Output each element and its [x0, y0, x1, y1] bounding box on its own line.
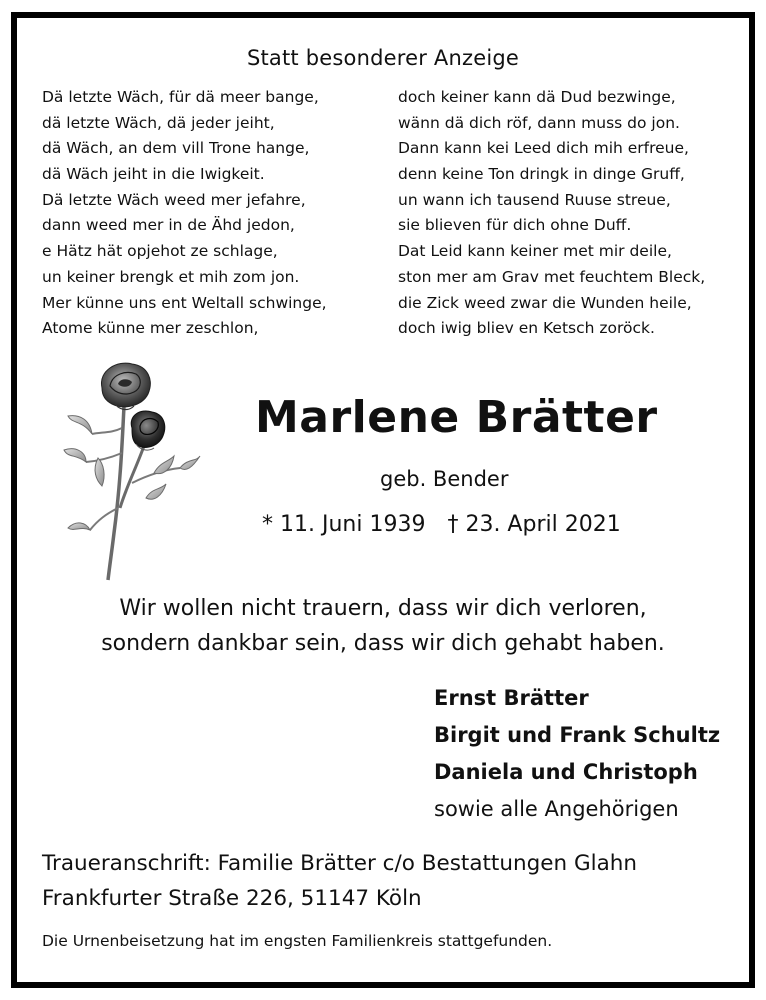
mourners-list: [434, 680, 720, 828]
poem-line: e Hätz hät opjehot ze schlage,: [42, 242, 278, 261]
poem-line: Dä letzte Wäch, für dä meer bange,: [42, 88, 319, 106]
poem-line: dä Wäch jeiht in die Iwigkeit.: [42, 165, 265, 184]
notice-header: Statt besonderer Anzeige: [246, 46, 520, 70]
mourning-address: [42, 846, 637, 916]
poem-line: dann weed mer in de Ähd jedon,: [42, 216, 295, 235]
poem-line: Dann kann kei Leed dich mih erfreue,: [398, 139, 689, 158]
poem-right-column: [398, 85, 705, 342]
deceased-name: Marlene Brätter: [255, 392, 658, 443]
death-date: † 23. April 2021: [447, 512, 621, 537]
life-dates: [262, 512, 621, 537]
poem-line: Mer künne uns ent Weltall schwinge,: [42, 293, 327, 312]
address-line: Frankfurter Straße 226, 51147 Köln: [42, 886, 422, 911]
poem-line: denn keine Ton dringk in dinge Gruff,: [398, 165, 685, 184]
poem-line: Atome künne mer zeschlon,: [42, 319, 259, 338]
quote-line: sondern dankbar sein, dass wir dich gehabt haben.: [101, 631, 665, 656]
mourner-name: Daniela und Christoph: [434, 760, 698, 784]
poem-line: Dat Leid kann keiner met mir deile,: [398, 242, 672, 261]
poem-line: dä Wäch, an dem vill Trone hange,: [42, 139, 310, 158]
mourner-name: Birgit und Frank Schultz: [434, 723, 721, 747]
poem-line: wänn dä dich röf, dann muss do jon.: [398, 113, 680, 132]
poem-line: doch iwig bliev en Ketsch zoröck.: [398, 319, 655, 338]
poem-line: un wann ich tausend Ruuse streue,: [398, 190, 671, 209]
poem-left-column: [42, 85, 327, 342]
maiden-name: geb. Bender: [380, 467, 509, 491]
poem-line: Dä letzte Wäch weed mer jefahre,: [42, 190, 306, 209]
mourner-others: sowie alle Angehörigen: [434, 797, 679, 821]
quote-line: Wir wollen nicht trauern, dass wir dich verloren,: [119, 596, 647, 621]
mourner-name: Ernst Brätter: [434, 686, 589, 710]
rose-icon: [62, 358, 202, 588]
poem-line: sie blieven für dich ohne Duff.: [398, 216, 632, 235]
memorial-quote: [0, 591, 766, 661]
birth-date: * 11. Juni 1939: [262, 512, 426, 537]
poem-line: die Zick weed zwar die Wunden heile,: [398, 293, 692, 312]
poem-line: un keiner brengk et mih zom jon.: [42, 267, 300, 286]
poem-line: dä letzte Wäch, dä jeder jeiht,: [42, 113, 275, 132]
address-line: Traueranschrift: Familie Brätter c/o Bestattungen Glahn: [42, 851, 638, 876]
burial-note: Die Urnenbeisetzung hat im engsten Familienkreis stattgefunden.: [42, 932, 553, 950]
poem-line: doch keiner kann dä Dud bezwinge,: [398, 88, 676, 106]
poem-line: ston mer am Grav met feuchtem Bleck,: [398, 267, 706, 286]
